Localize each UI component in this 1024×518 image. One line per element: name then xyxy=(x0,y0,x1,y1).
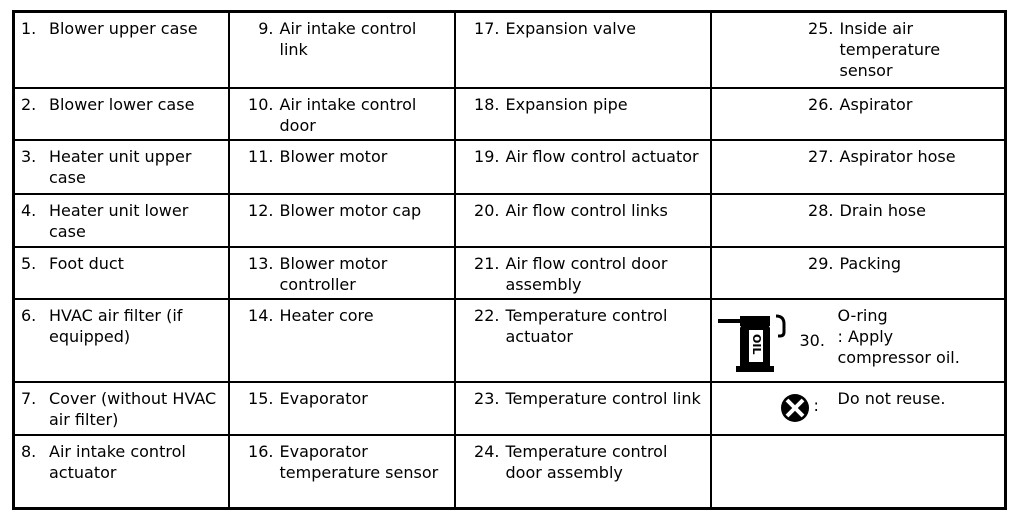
item-label: Blower motor controller xyxy=(279,253,388,294)
do-not-reuse-text: Do not reuse. xyxy=(837,388,946,408)
do-not-reuse-colon: : xyxy=(813,395,819,415)
item-label: Temperature control actuator xyxy=(505,306,668,347)
item-label: Blower upper case xyxy=(49,19,198,38)
oil-legend-cell xyxy=(711,299,1006,381)
item-number: 21. xyxy=(474,253,500,273)
legend-cell xyxy=(229,194,455,247)
item-label: Evaporator temperature sensor xyxy=(279,442,439,482)
legend-cell xyxy=(455,247,711,299)
item-number: 11. xyxy=(248,147,274,167)
legend-cell xyxy=(229,140,455,193)
item-label: Air intake control door xyxy=(279,94,417,135)
legend-cell xyxy=(711,140,1006,193)
item-number: 1. xyxy=(21,19,37,38)
legend-cell xyxy=(229,88,455,140)
legend-cell xyxy=(455,435,711,509)
legend-cell xyxy=(455,194,711,247)
item-label: Aspirator hose xyxy=(839,147,956,167)
legend-cell xyxy=(711,194,1006,247)
table-row xyxy=(14,247,1006,299)
table-row xyxy=(14,88,1006,140)
table-row xyxy=(14,435,1006,509)
item-label: HVAC air filter (if equipped) xyxy=(49,306,183,347)
item-number: 6. xyxy=(21,306,37,326)
legend-cell xyxy=(455,382,711,435)
item-number: 10. xyxy=(248,94,274,114)
item-number: 9. xyxy=(258,19,274,38)
item-label: Heater unit upper case xyxy=(49,147,192,188)
item-label: Evaporator xyxy=(279,388,368,408)
item-label: Drain hose xyxy=(839,200,926,220)
legend-cell xyxy=(711,88,1006,140)
item-number: 30. xyxy=(799,331,825,351)
item-label: Temperature control door assembly xyxy=(505,442,668,482)
item-number: 13. xyxy=(248,253,274,273)
oil-icon-label: OIL xyxy=(749,334,763,355)
item-label: Heater core xyxy=(279,306,374,326)
item-number: 23. xyxy=(474,388,500,408)
item-number: 27. xyxy=(808,147,834,167)
item-label: Air flow control door assembly xyxy=(505,253,668,294)
item-label: Foot duct xyxy=(49,253,124,273)
legend-cell xyxy=(229,382,455,435)
table-row xyxy=(14,194,1006,247)
oil-can-icon xyxy=(718,310,798,372)
legend-cell xyxy=(14,299,229,381)
item-label: Air intake control actuator xyxy=(49,442,186,482)
item-number: 22. xyxy=(474,306,500,326)
oil-item-line1: O-ring xyxy=(837,306,888,326)
item-number: 28. xyxy=(808,200,834,220)
legend-cell xyxy=(229,299,455,381)
item-number: 25. xyxy=(808,19,834,38)
legend-cell xyxy=(455,299,711,381)
do-not-reuse-icon xyxy=(780,393,810,423)
legend-cell xyxy=(14,12,229,88)
legend-cell xyxy=(14,382,229,435)
legend-cell xyxy=(455,88,711,140)
legend-cell xyxy=(229,247,455,299)
item-label: Inside air temperature sensor xyxy=(839,19,941,80)
table-row xyxy=(14,140,1006,193)
table-row xyxy=(14,299,1006,381)
item-number: 14. xyxy=(248,306,274,326)
parts-legend-table xyxy=(12,10,1007,510)
item-number: 12. xyxy=(248,200,274,220)
item-number: 7. xyxy=(21,388,37,408)
item-label: Expansion valve xyxy=(505,19,637,38)
item-number: 3. xyxy=(21,147,37,167)
item-number: 8. xyxy=(21,442,37,461)
item-label: Cover (without HVAC air filter) xyxy=(49,388,217,429)
item-number: 26. xyxy=(808,94,834,114)
legend-cell xyxy=(229,12,455,88)
legend-cell xyxy=(711,247,1006,299)
item-label: Air flow control links xyxy=(505,200,668,220)
legend-cell xyxy=(14,88,229,140)
oil-item-line3: compressor oil. xyxy=(837,348,960,368)
legend-cell xyxy=(229,435,455,509)
item-label: Blower motor cap xyxy=(279,200,422,220)
item-number: 2. xyxy=(21,94,37,114)
item-label: Air flow control actuator xyxy=(505,147,699,167)
item-label: Heater unit lower case xyxy=(49,200,189,241)
legend-cell xyxy=(455,140,711,193)
table-row xyxy=(14,382,1006,435)
item-number: 18. xyxy=(474,94,500,114)
legend-cell xyxy=(14,194,229,247)
do-not-reuse-legend-cell xyxy=(711,382,1006,435)
item-number: 17. xyxy=(474,19,500,38)
item-number: 19. xyxy=(474,147,500,167)
oil-item-text xyxy=(838,305,960,368)
legend-cell xyxy=(14,247,229,299)
item-label: Aspirator xyxy=(839,94,913,114)
item-number: 29. xyxy=(808,253,834,273)
legend-cell xyxy=(455,12,711,88)
item-number: 4. xyxy=(21,200,37,220)
item-label: Blower motor xyxy=(279,147,388,167)
legend-cell xyxy=(14,435,229,509)
item-label: Air intake control link xyxy=(279,19,417,59)
item-number: 24. xyxy=(474,442,500,461)
legend-cell xyxy=(14,140,229,193)
item-number: 20. xyxy=(474,200,500,220)
item-label: Temperature control link xyxy=(505,388,701,408)
item-number: 16. xyxy=(248,442,274,461)
empty-cell xyxy=(711,435,1006,509)
item-label: Blower lower case xyxy=(49,94,195,114)
item-number: 5. xyxy=(21,253,37,273)
item-label: Expansion pipe xyxy=(505,94,628,114)
legend-cell xyxy=(711,12,1006,88)
item-label: Packing xyxy=(839,253,902,273)
oil-item-line2: : Apply xyxy=(837,327,894,347)
item-number: 15. xyxy=(248,388,274,408)
table-row xyxy=(14,12,1006,88)
